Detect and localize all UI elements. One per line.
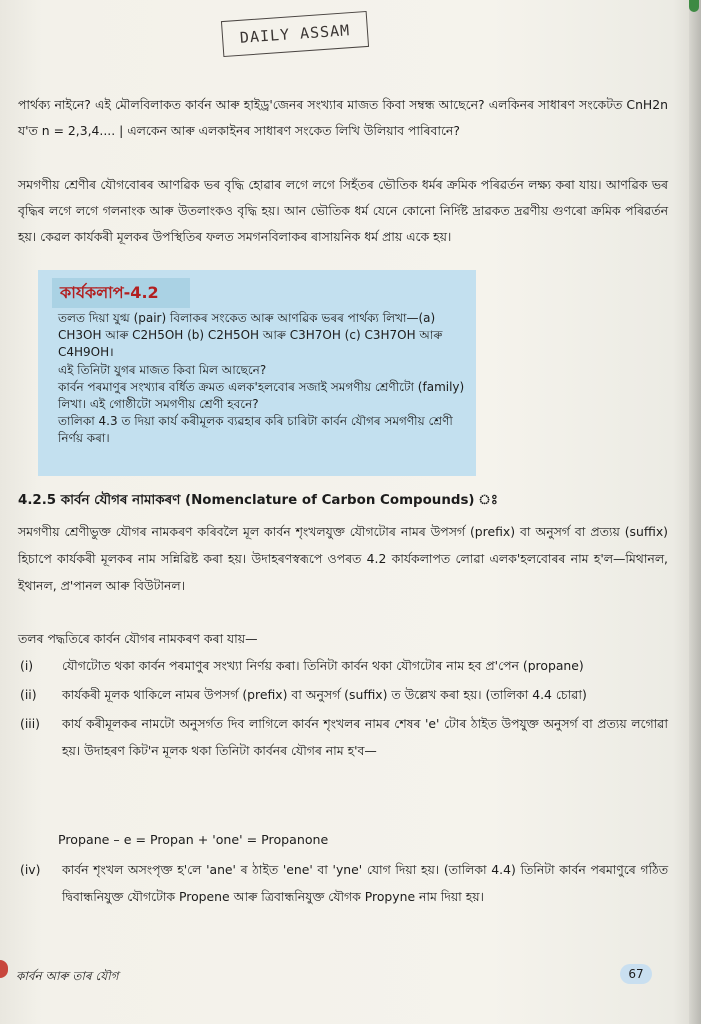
formula-line: Propane – e = Propan + 'one' = Propanone [58, 832, 329, 847]
steps-list [18, 652, 668, 766]
activity-box [38, 270, 476, 476]
item-number: (iii) [20, 716, 40, 731]
item-text: কাৰ্য কৰীমূলকৰ নামটো অনুসৰ্গত দিব লাগিলে কাৰ্বন শৃংখলৰ নামৰ শেষৰ 'e' টোৰ ঠাইত উপযুক্ত অনুসৰ্গ বা প্ৰত্যয় লগোৱা হয়। উদাহৰণ কিট'ন মূলক থকা তিনিটা কাৰ্বনৰ যৌগৰ নাম হ'ব— [62, 716, 668, 758]
activity-line: তলত দিয়া যুগ্ম (pair) বিলাকৰ সংকেত আৰু আণৱিক ভৰৰ পাৰ্থক্য লিখা—(a) CH3OH আৰু C2H5OH (b) C2H5OH আৰু C3H7OH (c) C3H7OH আৰু C4H9OH। [58, 311, 443, 360]
paragraph-method: তলৰ পদ্ধতিৰে কাৰ্বন যৌগৰ নামকৰণ কৰা যায়— [18, 631, 258, 646]
steps-list-continued [18, 856, 668, 912]
list-item [18, 681, 668, 708]
activity-line: এই তিনিটা যুগৰ মাজত কিবা মিল আছেনে? [58, 362, 267, 377]
list-item [18, 710, 668, 764]
item-text: যৌগটোত থকা কাৰ্বন পৰমাণুৰ সংখ্যা নিৰ্ণয় কৰা। তিনিটা কাৰ্বন থকা যৌগটোৰ নাম হব প্ৰ'পেন (propane) [62, 658, 584, 673]
page-corner-mark [0, 960, 8, 978]
footer-chapter-title: কাৰ্বন আৰু তাৰ যৌগ [16, 969, 119, 983]
activity-body [58, 310, 466, 448]
activity-title: কাৰ্যকলাপ-4.2 [52, 278, 190, 308]
activity-line: কাৰ্বন পৰমাণুৰ সংখ্যাৰ বৰ্ধিত ক্ৰমত এলক'হলবোৰ সজাই সমগণীয় শ্ৰেণীটো (family) লিখা। এই গোষ্ঠীটো সমগণীয় শ্ৰেণী হবনে? [58, 379, 465, 412]
item-number: (ii) [20, 687, 37, 702]
list-item [18, 652, 668, 679]
item-text: কাৰ্বন শৃংখল অসংপৃক্ত হ'লে 'ane' ৰ ঠাইত 'ene' বা 'yne' যোগ দিয়া হয়। (তালিকা 4.4) তিনিটা কাৰ্বন পৰমাণুৰে গঠিত দ্বিবান্ধনিযুক্ত যৌগটোক Propene আৰু ত্ৰিবান্ধনিযুক্ত যৌগক Propyne নাম দিয়া হয়। [62, 862, 668, 904]
item-text: কাৰ্যকৰী মূলক থাকিলে নামৰ উপসৰ্গ (prefix) বা অনুসৰ্গ (suffix) ত উল্লেখ কৰা হয়। (তালিকা 4.4 চোৱা) [62, 687, 587, 702]
watermark-stamp: DAILY ASSAM [221, 11, 369, 57]
page-number: 67 [620, 964, 652, 984]
item-number: (i) [20, 658, 34, 673]
list-item [18, 856, 668, 910]
activity-line: তালিকা 4.3 ত দিয়া কাৰ্য কৰীমূলক ব্যৱহাৰ কৰি চাৰিটা কাৰ্বন যৌগৰ সমগণীয় শ্ৰেণী নিৰ্ণয় কৰা। [58, 414, 453, 446]
page-edge [689, 0, 701, 1024]
paragraph-intro: পাৰ্থক্য নাইনে? এই মৌলবিলাকত কাৰ্বন আৰু হাইড্ৰ'জেনৰ সংখ্যাৰ মাজত কিবা সম্বন্ধ আছেনে? এলকিনৰ সাধাৰণ সংকেটত CnH2n য'ত n = 2,3,4.... | এলকেন আৰু এলকাইনৰ সাধাৰণ সংকেত লিখি উলিয়াব পাৰিবানে? [18, 97, 668, 138]
item-number: (iv) [20, 862, 41, 877]
section-heading: 4.2.5 কাৰ্বন যৌগৰ নামাকৰণ (Nomenclature of Carbon Compounds) ঃ [18, 493, 498, 508]
paragraph-nomenclature: সমগণীয় শ্ৰেণীভুক্ত যৌগৰ নামকৰণ কৰিবলৈ মূল কাৰ্বন শৃংখলযুক্ত যৌগটোৰ নামৰ উপসৰ্গ (prefix) বা অনুসৰ্গ বা প্ৰত্যয় (suffix) হিচাপে কাৰ্যকৰী মূলকৰ নাম সন্নিৱিষ্ট কৰা হয়। উদাহৰণস্বৰূপে ওপৰত 4.2 কাৰ্যকলাপত লোৱা এলক'হলবোৰৰ নাম হ'ল—মিথানল, ইথানল, প্ৰ'পানল আৰু বিউটানল। [18, 524, 668, 593]
paragraph-homologous: সমগণীয় শ্ৰেণীৰ যৌগবোৰৰ আণৱিক ভৰ বৃদ্ধি হোৱাৰ লগে লগে সিহঁতৰ ভৌতিক ধৰ্মৰ ক্ৰমিক পৰিৱৰ্তন লক্ষ্য কৰা যায়। আণৱিক ভৰ বৃদ্ধিৰ লগে লগে গলনাংক আৰু উতলাংকও বৃদ্ধি হয়। আন ভৌতিক ধৰ্ম যেনে কোনো নিৰ্দিষ্ট দ্ৰাৱকত দ্ৰৱণীয় গুণৰো ক্ৰমিক পৰিৱৰ্তন হয়। কেৱল কাৰ্যকৰী মূলকৰ উপস্থিতিৰ ফলত সমগনবিলাকৰ ৰাসায়নিক ধৰ্ম প্ৰায় একে হয়। [18, 177, 668, 244]
leaf-decoration [689, 0, 699, 12]
